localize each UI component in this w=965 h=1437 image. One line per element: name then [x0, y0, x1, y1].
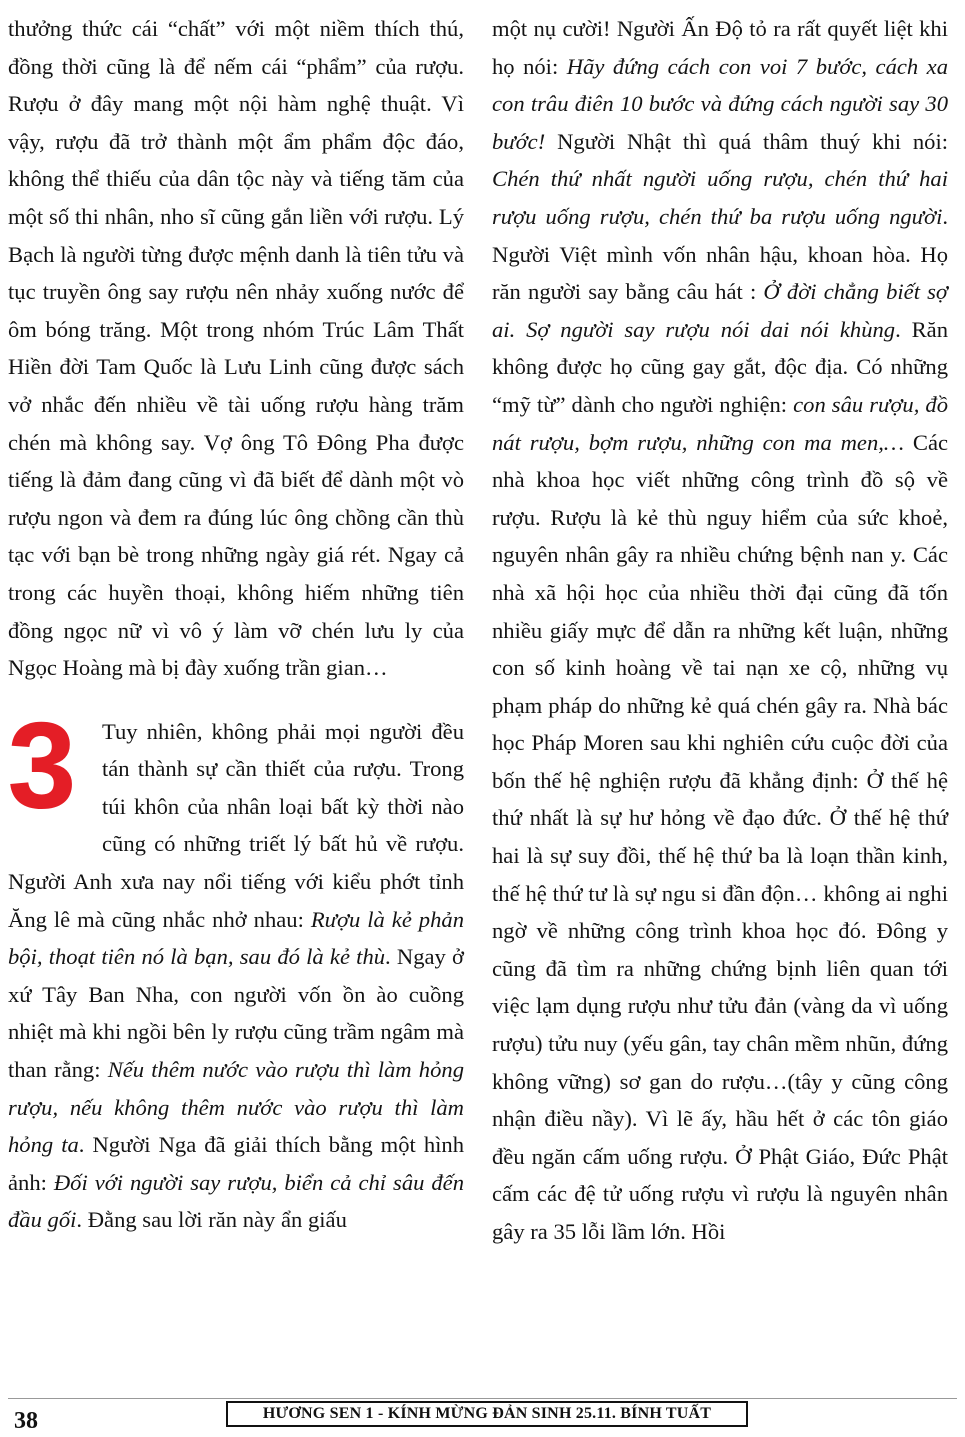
- drop-cap-number: 3: [8, 696, 76, 833]
- quote-english: Rượu là kẻ phản bội, thoạt tiên nó là bạn, sau đó là kẻ thù: [8, 906, 464, 970]
- text-segment: Người Nhật thì quá thâm thuý khi nói:: [545, 128, 948, 154]
- text-segment: . Đằng sau lời răn này ẩn giấu: [76, 1207, 347, 1233]
- text-segment: . Người Nga đã giải thích bằng một hình ảnh:: [8, 1132, 464, 1195]
- footer-divider: [8, 1398, 957, 1399]
- text-segment: . Ngay ở xứ Tây Ban Nha, con người vốn ồn ào cuồng nhiệt mà khi ngồi bên ly rượu cũng trầm ngâm mà than rằng:: [8, 944, 464, 1083]
- left-column: [8, 10, 464, 1239]
- paragraph-lyrics-of-wine: thưởng thức cái “chất” với một niềm thích thú, đồng thời cũng là để nếm cái “phẩm” của rượu. Rượu ở đây mang một nội hàm nghệ thuật. Vì vậy, rượu đã trở thành một ẩm phẩm độc đáo, không thể thiếu của dân tộc này và tiếng tăm của một số thi nhân, nho sĩ cũng gắn liền với rượu. Lý Bạch là người từng được mệnh danh là tiên tửu và tục truyền ông say rượu nên nhảy xuống nước để ôm bóng trăng. Một trong nhóm Trúc Lâm Thất Hiền đời Tam Quốc là Lưu Linh cũng được sách vở nhắc đến nhiều về tài uống rượu hàng trăm chén mà không say. Vợ ông Tô Đông Pha được tiếng là đảm đang cũng vì đã biết để dành một vò rượu ngon và đem ra đúng lúc ông chồng cần thù tạc với bạn bè trong những ngày giá rét. Ngay cả trong các huyền thoại, không hiếm những tiên đồng ngọc nữ vì vô ý làm vỡ chén lưu ly của Ngọc Hoàng mà bị đày xuống trần gian…: [8, 16, 464, 681]
- drunkard-nicknames: con sâu rượu, đồ nát rượu, bợm rượu, những con ma men,…: [492, 391, 948, 455]
- quote-spanish: Nếu thêm nước vào rượu thì làm hỏng rượu, nếu không thêm nước vào rượu thì làm hỏng ta: [8, 1057, 464, 1158]
- text-segment: một nụ cười! Người Ấn Độ tỏ ra rất quyết liệt khi họ nói:: [492, 16, 948, 79]
- paragraph-section-3: [8, 696, 464, 1239]
- quote-indian: Hãy đứng cách con voi 7 bước, cách xa con trâu điên 10 bước và đứng cách người say 30 bước!: [492, 53, 949, 154]
- publication-footer: HƯƠNG SEN 1 - KÍNH MỪNG ĐẢN SINH 25.11. BÍNH TUẤT: [226, 1401, 748, 1427]
- quote-japanese: Chén thứ nhất người uống rượu, chén thứ hai rượu uống rượu, chén thứ ba rượu uống người: [492, 166, 948, 229]
- text-segment: Các nhà khoa học viết những công trình đồ sộ về rượu. Rượu là kẻ thù nguy hiểm của sức khoẻ, nguyên nhân gây ra nhiều chứng bệnh nan y. Các nhà xã hội học của nhiều thời đại cũng đã tốn nhiều giấy mực để dẫn ra những kết luận, những con số kinh hoàng về tai nạn xe cộ, những vụ phạm pháp do những kẻ quá chén gây ra. Nhà bác học Pháp Moren sau khi nghiên cứu cuộc đời của bốn thế hệ nghiện rượu đã khẳng định: Ở thế hệ thứ nhất là sự hư hỏng về đạo đức. Ở thế hệ thứ hai là sự suy đồi, thế hệ thứ ba là loạn thần kinh, thế hệ thứ tư là sự ngu si đần độn… không ai nghi ngờ về những công trình khoa học đó. Đông y cũng đã tìm ra những chứng bịnh liên quan tới việc lạm dụng rượu như tửu đản (vàng da vì uống rượu) tửu nuy (yếu gân, tay chân mềm nhũn, đứng không vững) sơ gan do rượu…(tây y cũng công nhận điều nầy). Vì lẽ ấy, hầu hết ở các tôn giáo đều ngăn cấm uống rượu. Ở Phật Giáo, Đức Phật cấm các đệ tử uống rượu vì rượu là nguyên nhân gây ra 35 lỗi lầm lớn. Hồi: [492, 429, 948, 1244]
- paragraph-continued: [492, 10, 948, 1251]
- text-segment: . Người Việt mình vốn nhân hậu, khoan hòa. Họ răn người say bằng câu hát :: [492, 203, 948, 305]
- right-column: [492, 10, 948, 1251]
- text-segment: . Răn không được họ cũng gay gắt, độc địa. Có những “mỹ từ” dành cho người nghiện:: [492, 316, 948, 417]
- text-segment: Tuy nhiên, không phải mọi người đều tán thành sự cần thiết của rượu. Trong túi khôn của nhân loại bất kỳ thời nào cũng có những triết lý bất hủ về rượu. Người Anh xưa nay nổi tiếng với kiểu phớt tỉnh Ăng lê mà cũng nhắc nhở nhau:: [8, 718, 464, 932]
- quote-russian: Đối với người say rượu, biển cả chỉ sâu đến đầu gối: [8, 1169, 464, 1233]
- quote-vietnamese: Ở đời chẳng biết sợ ai. Sợ người say rượu nói dai nói khùng: [492, 279, 948, 342]
- page-number: 38: [14, 1408, 38, 1434]
